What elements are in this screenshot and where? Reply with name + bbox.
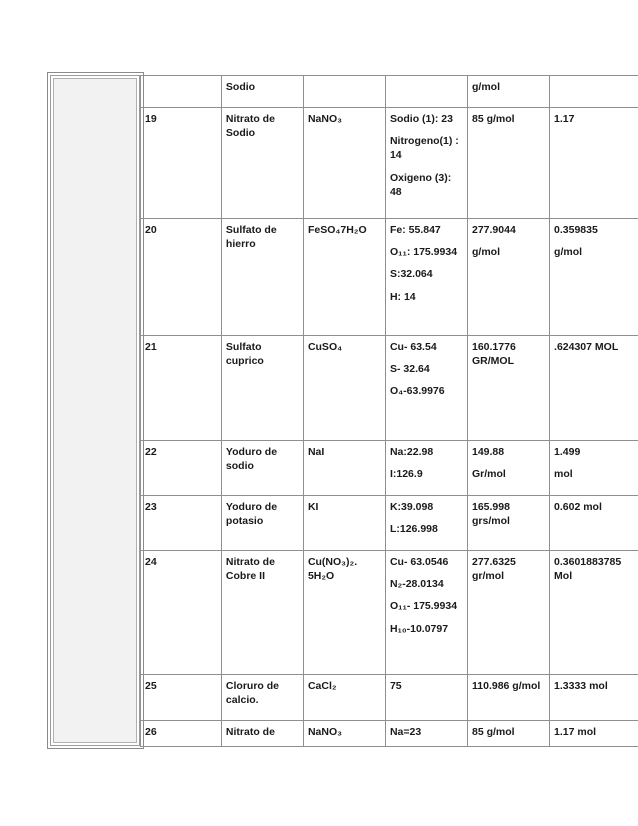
moles-cell [550, 551, 638, 675]
atomic-masses-cell [385, 675, 467, 721]
cell-text: O₁₁- 175.9934 [389, 600, 458, 613]
moles-cell [550, 108, 638, 219]
table-row [141, 721, 638, 747]
compound-name-cell [221, 496, 303, 551]
atomic-masses-cell [385, 551, 467, 675]
row-number-cell [141, 675, 222, 721]
row-number-cell [141, 219, 222, 336]
atomic-masses-cell [385, 76, 467, 108]
moles-cell [550, 76, 638, 108]
formula-cell [303, 219, 385, 336]
cell-text: CuSO₄ [307, 341, 343, 353]
table-row [141, 496, 638, 551]
cell-text: 149.88 [472, 446, 505, 458]
cell-text: 85 g/mol [472, 113, 515, 125]
cell-text: NaNO₃ [307, 113, 342, 125]
cell-text: g/mol [472, 246, 500, 259]
table-row [141, 108, 638, 219]
cell-text: Nitrogeno(1) : 14 [389, 135, 459, 162]
molar-mass-cell [468, 441, 550, 496]
cell-text: 23 [145, 501, 157, 513]
cell-text: 165.998 grs/mol [472, 501, 510, 528]
cell-text: H₁₀-10.0797 [389, 622, 449, 635]
cell-text: KI [307, 501, 319, 513]
cell-text: Sulfato cuprico [225, 341, 264, 368]
cell-text: 24 [145, 556, 157, 568]
cell-text: Na=23 [389, 726, 422, 738]
compounds-table [140, 75, 638, 747]
moles-cell [550, 721, 638, 747]
cell-text: 1.17 mol [554, 726, 597, 738]
cell-text: H: 14 [389, 290, 416, 303]
moles-cell [550, 336, 638, 441]
cell-text: 0.602 mol [554, 501, 602, 513]
molar-mass-cell [468, 721, 550, 747]
cell-text: 22 [145, 446, 157, 458]
row-number-cell [141, 721, 222, 747]
molar-mass-cell [468, 219, 550, 336]
cell-text: FeSO₄7H₂O [307, 224, 367, 236]
formula-cell [303, 496, 385, 551]
compound-name-cell [221, 336, 303, 441]
formula-cell [303, 336, 385, 441]
cell-text: 1.3333 mol [554, 680, 608, 692]
cell-text: NaNO₃ [307, 726, 342, 738]
row-number-cell [141, 336, 222, 441]
cell-text: Cu(NO₃)₂. 5H₂O [307, 556, 358, 583]
formula-cell [303, 551, 385, 675]
formula-cell [303, 721, 385, 747]
table-row [141, 551, 638, 675]
cell-text: I:126.9 [389, 468, 423, 481]
cell-text: Cu- 63.0546 [389, 556, 449, 568]
formula-cell [303, 441, 385, 496]
cell-text: L:126.998 [389, 523, 438, 536]
cell-text: Yoduro de potasio [225, 501, 278, 528]
compound-name-cell [221, 675, 303, 721]
cell-text: Sodio [225, 81, 256, 93]
moles-cell [550, 441, 638, 496]
table-row [141, 219, 638, 336]
cell-text: Sodio (1): 23 [389, 113, 453, 125]
left-shaded-panel [50, 75, 140, 746]
row-number-cell [141, 441, 222, 496]
moles-cell [550, 675, 638, 721]
cell-text: 85 g/mol [472, 726, 515, 738]
molar-mass-cell [468, 76, 550, 108]
moles-cell [550, 496, 638, 551]
cell-text: 0.3601883785 Mol [554, 556, 622, 583]
cell-text: 110.986 g/mol [472, 680, 541, 692]
cell-text: CaCl₂ [307, 680, 337, 692]
cell-text: 1.499 [554, 446, 581, 458]
cell-text: Cloruro de calcio. [225, 680, 279, 707]
atomic-masses-cell [385, 441, 467, 496]
compound-name-cell [221, 721, 303, 747]
cell-text: S- 32.64 [389, 363, 430, 376]
cell-text: K:39.098 [389, 501, 434, 513]
cell-text: Sulfato de hierro [225, 224, 277, 251]
molar-mass-cell [468, 551, 550, 675]
cell-text: 21 [145, 341, 157, 353]
table-row [141, 336, 638, 441]
cell-text: 277.6325 gr/mol [472, 556, 516, 583]
formula-cell [303, 675, 385, 721]
moles-cell [550, 219, 638, 336]
cell-text: S:32.064 [389, 268, 433, 281]
cell-text: O₄-63.9976 [389, 385, 445, 398]
cell-text: Oxigeno (3): 48 [389, 171, 452, 198]
formula-cell [303, 108, 385, 219]
cell-text: Fe: 55.847 [389, 224, 441, 236]
cell-text: 25 [145, 680, 157, 692]
cell-text: g/mol [472, 81, 500, 93]
table-row [141, 76, 638, 108]
cell-text: Nitrato de Cobre II [225, 556, 275, 583]
row-number-cell [141, 108, 222, 219]
row-number-cell [141, 496, 222, 551]
atomic-masses-cell [385, 219, 467, 336]
formula-cell [303, 76, 385, 108]
cell-text: 0.359835 [554, 224, 598, 236]
cell-text: Yoduro de sodio [225, 446, 278, 473]
molar-mass-cell [468, 675, 550, 721]
cell-text: Gr/mol [472, 468, 506, 481]
molar-mass-cell [468, 108, 550, 219]
cell-text: mol [554, 468, 573, 481]
compound-name-cell [221, 441, 303, 496]
atomic-masses-cell [385, 336, 467, 441]
molar-mass-cell [468, 496, 550, 551]
cell-text: 1.17 [554, 113, 575, 125]
table-row [141, 441, 638, 496]
compound-name-cell [221, 551, 303, 675]
cell-text: 26 [145, 726, 157, 738]
row-number-cell [141, 551, 222, 675]
compound-name-cell [221, 219, 303, 336]
cell-text: Na:22.98 [389, 446, 434, 458]
molar-mass-cell [468, 336, 550, 441]
compound-name-cell [221, 76, 303, 108]
cell-text: 75 [389, 680, 402, 692]
document-page [50, 75, 622, 747]
table-row [141, 675, 638, 721]
cell-text: g/mol [554, 246, 583, 259]
cell-text: 277.9044 [472, 224, 516, 236]
cell-text: Cu- 63.54 [389, 341, 437, 353]
cell-text: .624307 MOL [554, 341, 619, 353]
atomic-masses-cell [385, 721, 467, 747]
cell-text: NaI [307, 446, 325, 458]
cell-text: 20 [145, 224, 157, 236]
cell-text: 160.1776 GR/MOL [472, 341, 516, 368]
compound-name-cell [221, 108, 303, 219]
atomic-masses-cell [385, 496, 467, 551]
row-number-cell [141, 76, 222, 108]
cell-text: Nitrato de Sodio [225, 113, 275, 140]
cell-text: 19 [145, 113, 157, 125]
atomic-masses-cell [385, 108, 467, 219]
cell-text: O₁₁: 175.9934 [389, 246, 458, 259]
cell-text: N₂-28.0134 [389, 578, 444, 591]
cell-text: Nitrato de [225, 726, 275, 738]
